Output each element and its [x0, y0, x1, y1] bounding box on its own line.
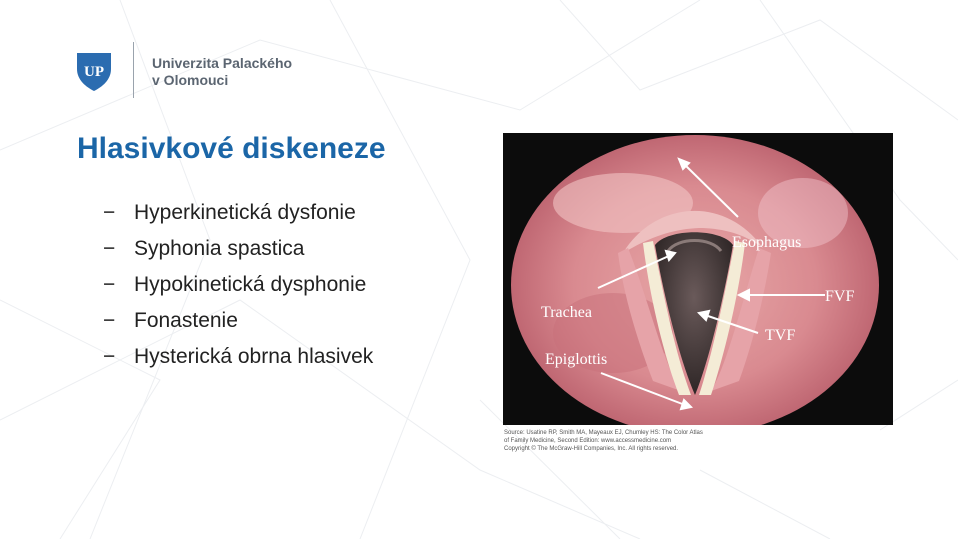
bullet-item [103, 267, 373, 303]
bullet-item [103, 303, 373, 339]
label-epiglottis: Epiglottis [545, 351, 608, 368]
bullet-item [103, 231, 373, 267]
logo-glyph: UP [84, 64, 104, 80]
university-name-line1: Univerzita Palackého [152, 55, 293, 71]
image-source-caption [504, 429, 764, 453]
bullet-text: Syphonia spastica [134, 237, 305, 260]
label-esophagus: Esophagus [732, 234, 802, 251]
label-fvf: FVF [825, 288, 855, 305]
bullet-text: Hyperkinetická dysfonie [134, 201, 356, 224]
source-line: of Family Medicine, Second Edition: www.accessmedicine.com [504, 438, 672, 444]
slide-title: Hlasivkové diskeneze [77, 132, 386, 165]
bullet-marker: − [103, 345, 116, 368]
bullet-marker: − [103, 273, 116, 296]
bullet-marker: − [103, 237, 116, 260]
bullet-item [103, 339, 373, 375]
bullet-list [103, 195, 373, 375]
bullet-text: Fonastenie [134, 309, 238, 332]
bullet-text: Hysterická obrna hlasivek [134, 345, 374, 368]
source-line: Source: Usatine RP, Smith MA, Mayeaux EJ, Chumley HS: The Color Atlas [504, 430, 703, 436]
label-trachea: Trachea [541, 304, 592, 321]
bullet-marker: − [103, 309, 116, 332]
bullet-marker: − [103, 201, 116, 224]
university-logo-icon [74, 50, 114, 92]
university-name-line2: v Olomouci [152, 72, 229, 88]
logo-divider [133, 42, 134, 98]
university-name [152, 55, 292, 89]
label-tvf: TVF [765, 327, 796, 344]
bullet-item [103, 195, 373, 231]
larynx-endoscopy-image [503, 133, 893, 425]
bullet-text: Hypokinetická dysphonie [134, 273, 367, 296]
source-line: Copyright © The McGraw-Hill Companies, Inc. All rights reserved. [504, 446, 679, 452]
